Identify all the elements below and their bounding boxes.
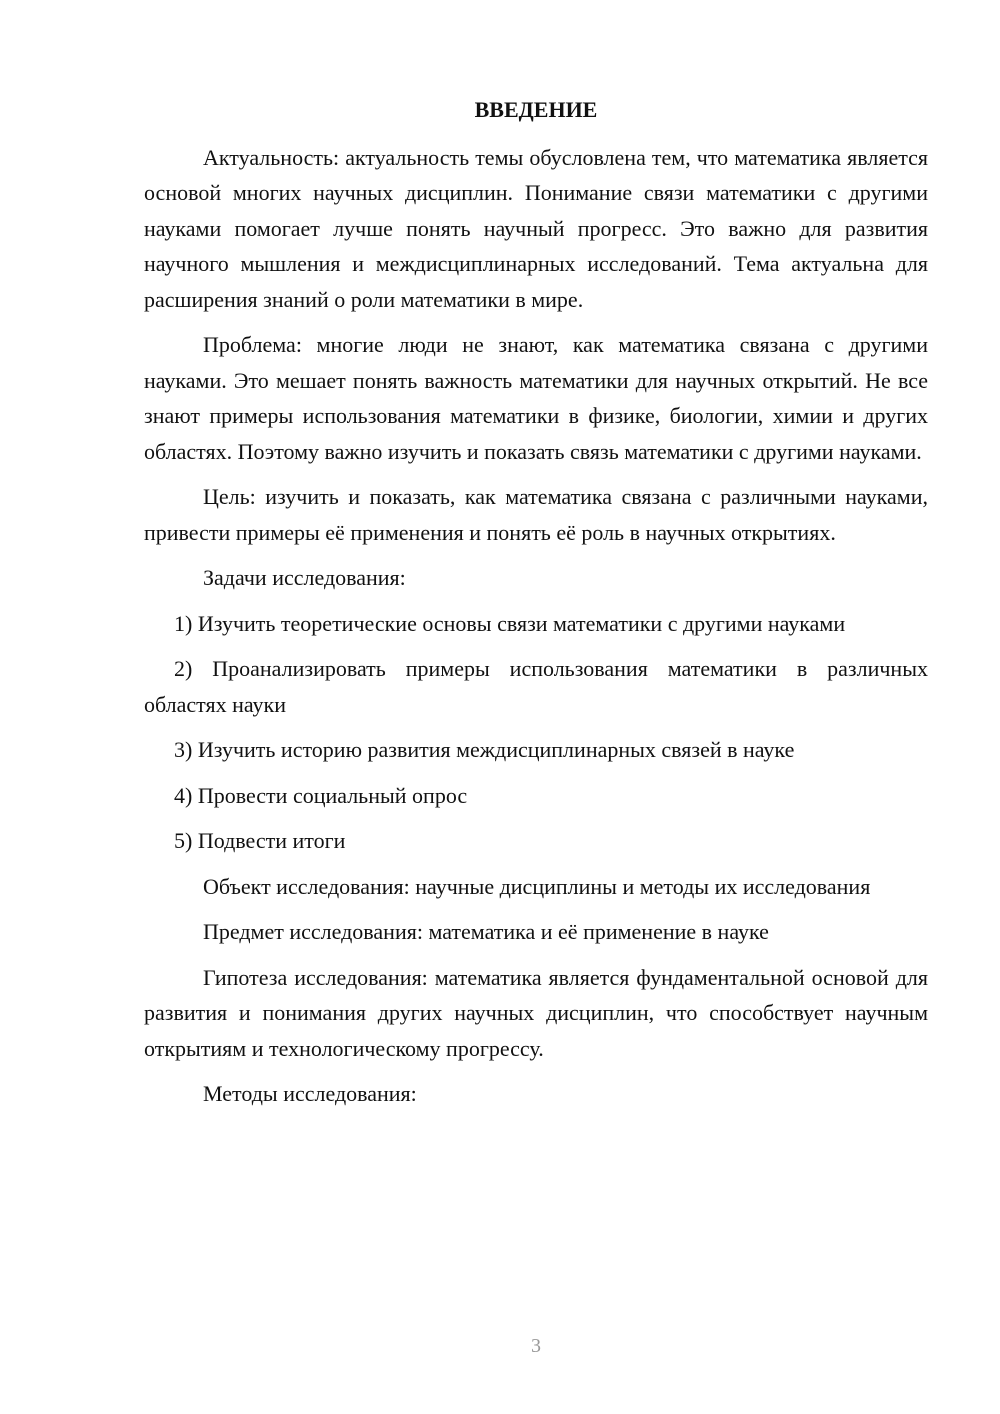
methods-heading: Методы исследования:: [203, 1081, 417, 1106]
task-item: 2) Проанализировать примеры использования математики в различных областях науки: [144, 656, 928, 717]
goal-paragraph: Цель: изучить и показать, как математика связана с различными науками, привести примеры её применения и понять её роль в научных открытиях.: [144, 484, 928, 545]
object-paragraph: Объект исследования: научные дисциплины и методы их исследования: [203, 873, 871, 899]
task-item: 3) Изучить историю развития междисциплинарных связей в науке: [174, 737, 795, 762]
tasks-heading: Задачи исследования:: [203, 565, 406, 590]
problem-paragraph: Проблема: многие люди не знают, как математика связана с другими науками. Это мешает понять важность математики для научных открытий. Не все знают примеры использования математики в физике, биологии, химии и других областях. Поэтому важно изучить и показать связь математики с другими науками.: [144, 332, 928, 464]
task-item: 5) Подвести итоги: [174, 828, 346, 853]
section-title: ВВЕДЕНИЕ: [474, 97, 598, 122]
page-number: 3: [531, 1335, 541, 1357]
subject-paragraph: Предмет исследования: математика и её применение в науке: [203, 919, 769, 944]
relevance-paragraph: Актуальность: актуальность темы обусловлена тем, что математика является основой многих научных дисциплин. Понимание связи математики с другими науками помогает лучше понять научный прогресс. Это важно для развития научного мышления и междисциплинарных исследований. Тема актуальна для расширения знаний о роли математики в мире.: [144, 144, 928, 312]
hypothesis-paragraph: Гипотеза исследования: математика является фундаментальной основой для развития и понимания других научных дисциплин, что способствует научным открытиям и технологическому прогрессу.: [144, 964, 928, 1061]
document-page: [144, 92, 928, 1122]
task-item: 4) Провести социальный опрос: [174, 782, 468, 808]
task-item: 1) Изучить теоретические основы связи математики с другими науками: [174, 610, 846, 636]
